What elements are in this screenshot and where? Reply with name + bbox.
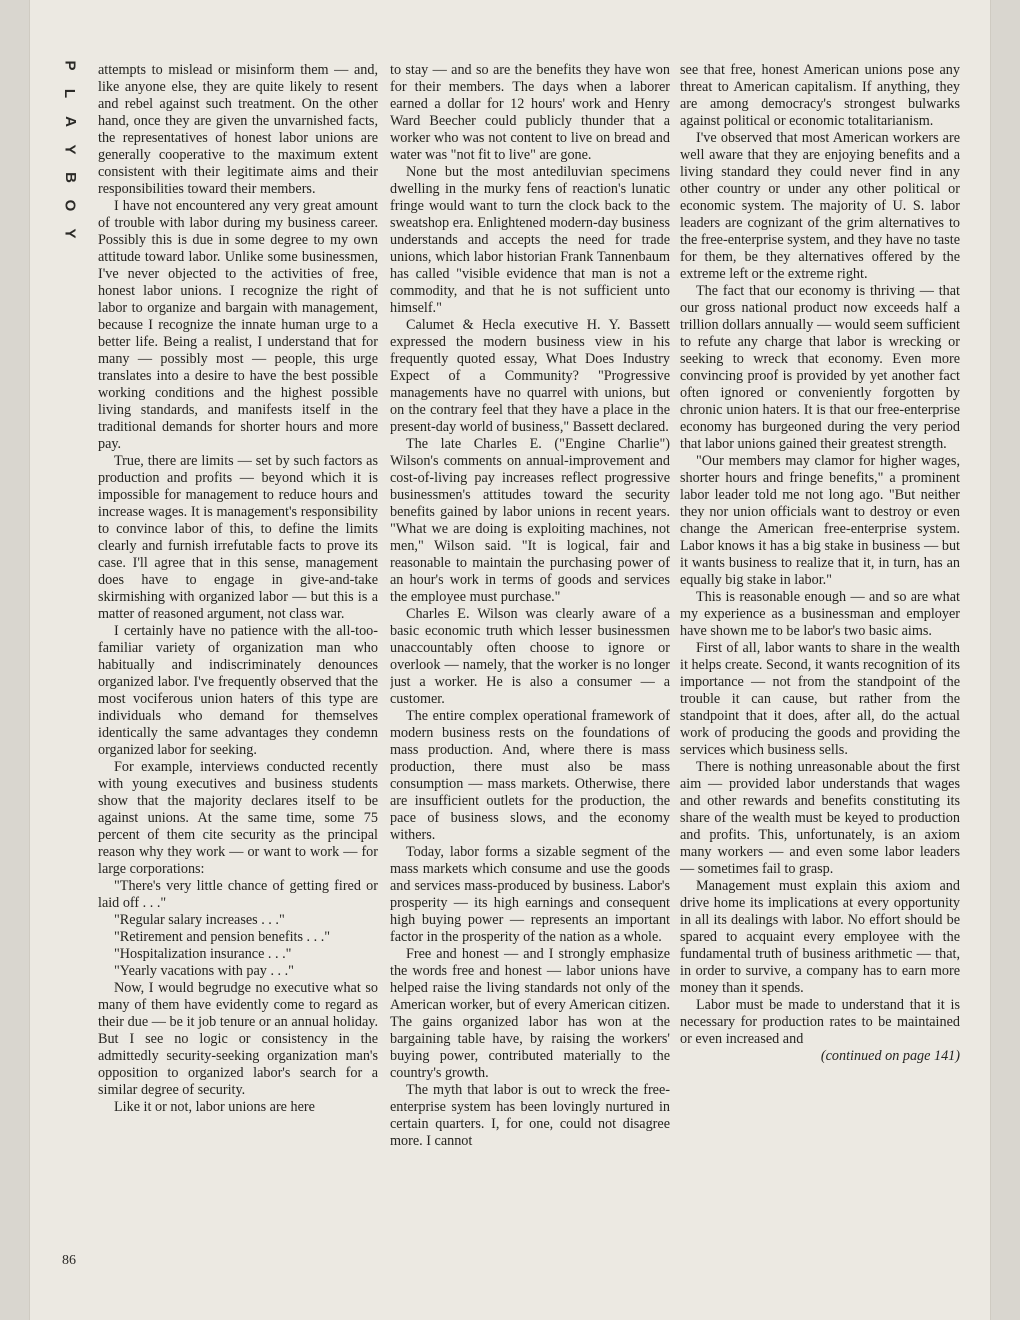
magazine-page xyxy=(30,0,990,1320)
masthead-letter: O xyxy=(61,199,79,212)
paragraph: "Our members may clamor for higher wages, shorter hours and fringe benefits," a prominent labor leader told me not long ago. "But neither they nor union officials want to destroy or even change the American free-enterprise system. Labor knows it has a big stake in business — but it wants business to realize that it, in turn, has an equally big stake in labor." xyxy=(680,453,960,588)
paragraph: None but the most antediluvian specimens dwelling in the murky fens of reaction's lunatic fringe would want to turn the clock back to the sweatshop era. Enlightened modern-day business understands and accepts the need for trade unions, which labor historian Frank Tannenbaum has called "visible evidence that man is not a commodity, and that he is not sufficient unto himself." xyxy=(390,164,670,316)
paragraph: Labor must be made to understand that it is necessary for production rates to be maintained or even increased and xyxy=(680,997,960,1047)
paragraph: There is nothing unreasonable about the first aim — provided labor understands that wages and other rewards and benefits constituting its share of the wealth must be keyed to production and profits. This, unfortunately, is an axiom many workers — and even some labor leaders — sometimes fail to grasp. xyxy=(680,759,960,877)
paragraph: The fact that our economy is thriving — that our gross national product now exceeds half a trillion dollars annually — would seem sufficient to refute any charge that labor is wrecking or seeking to wreck that economy. Even more convincing proof is provided by yet another fact often ignored or conveniently forgotten by chronic union haters. It is that our free-enterprise economy has burgeoned during the very period that labor unions gained their greatest strength. xyxy=(680,283,960,452)
paragraph: Today, labor forms a sizable segment of the mass markets which consume and use the goods and services mass-produced by business. Labor's prosperity — its high earnings and consequent high buying power — represents an important factor in the prosperity of the nation as a whole. xyxy=(390,844,670,945)
quote-line: "Regular salary increases . . ." xyxy=(114,912,285,928)
paragraph: This is reasonable enough — and so are what my experience as a businessman and employer have shown me to be labor's two basic aims. xyxy=(680,589,960,639)
masthead-letter: Y xyxy=(61,144,79,155)
quote-line: "Hospitalization insurance . . ." xyxy=(114,946,292,962)
paragraph: I have not encountered any very great amount of trouble with labor during my business career. Possibly this is due in some degree to my own attitude toward labor. Unlike some businessmen, I've never objected to the activities of free, honest labor unions. I recognize the right of labor to organize and bargain with management, because I recognize the innate human urge to a better life. Being a realist, I understand that for many — possibly most — people, this urge translates into a desire to have the best possible working conditions and the highest possible living standards, and manifests itself in the traditional demands for shorter hours and more pay. xyxy=(98,198,378,452)
paragraph: to stay — and so are the benefits they have won for their members. The days when a laborer earned a dollar for 12 hours' work and Henry Ward Beecher could publicly thunder that a worker who was not content to live on bread and water was "not fit to live" are gone. xyxy=(390,62,670,163)
paragraph: I've observed that most American workers are well aware that they are enjoying benefits and a living standard they could never find in any other country or under any other political or economic system. The majority of U. S. labor leaders are cognizant of the grim alternatives to the free-enterprise system, and they have no taste for them, be they alternatives offered by the extreme left or the extreme right. xyxy=(680,130,960,282)
page-number: 86 xyxy=(62,1253,76,1268)
paragraph: Now, I would begrudge no executive what so many of them have evidently come to regard as their due — be it job tenure or an annual holiday. But I see no logic or consistency in the admittedly security-seeking organization man's opposition to organized labor's search for a similar degree of security. xyxy=(98,980,378,1098)
masthead-letter: P xyxy=(61,60,79,71)
paragraph: attempts to mislead or misinform them — and, like anyone else, they are quite likely to resent and rebel against such treatment. On the other hand, once they are given the unvarnished facts, the representatives of honest labor unions are generally cooperative to the maximum extent consistent with their legitimate aims and their responsibilities toward their members. xyxy=(98,62,378,197)
masthead-letter: L xyxy=(61,88,79,99)
article-column-2 xyxy=(390,62,670,1277)
paragraph: The entire complex operational framework of modern business rests on the foundations of mass production. And, where there is mass production, there must also be mass consumption — mass markets. Otherwise, there are insufficient outlets for the production, the pace of business slows, and the economy withers. xyxy=(390,708,670,843)
quote-line: "There's very little chance of getting fired or laid off . . ." xyxy=(98,878,378,911)
paragraph: First of all, labor wants to share in the wealth it helps create. Second, it wants recognition of its importance — not from the standpoint of the trouble it can cause, but rather from the standpoint that it does, after all, do the actual work of producing the goods and providing the services which business sells. xyxy=(680,640,960,758)
article-column-3 xyxy=(680,62,960,1277)
playboy-masthead xyxy=(58,58,82,241)
masthead-letter: A xyxy=(61,116,79,127)
paragraph: For example, interviews conducted recently with young executives and business students show that the majority declares itself to be against unions. At the same time, some 75 percent of them cite security as the principal reason why they work — or want to work — for large corporations: xyxy=(98,759,378,877)
paragraph: Like it or not, labor unions are here xyxy=(114,1099,315,1115)
masthead-letter: B xyxy=(61,172,79,183)
paragraph: see that free, honest American unions pose any threat to American capitalism. If anything, they are among democracy's strongest bulwarks against political or economic totalitarianism. xyxy=(680,62,960,129)
quote-line: "Retirement and pension benefits . . ." xyxy=(114,929,331,945)
masthead-letter: Y xyxy=(61,228,79,239)
paragraph: True, there are limits — set by such factors as production and profits — beyond which it is impossible for management to reduce hours and increase wages. It is management's responsibility to convince labor of this, to define the limits clearly and furnish irrefutable facts to prove its case. I'll agree that in this sense, management does have to engage in give-and-take skirmishing with organized labor — but this is a matter of reasoned argument, not class war. xyxy=(98,453,378,622)
paragraph: Management must explain this axiom and drive home its implications at every opportunity in all its dealings with labor. No effort should be spared to acquaint every employee with the fundamental truth of business arithmetic — that, in order to survive, a company has to earn more money than it spends. xyxy=(680,878,960,996)
paragraph: The late Charles E. ("Engine Charlie") Wilson's comments on annual-improvement and cost-of-living pay increases reflect progressive businessmen's attitudes toward the security benefits gained by labor unions in recent years. "What we are doing is exploiting machines, not men," Wilson said. "It is logical, fair and reasonable to maintain the purchasing power of an hour's work in terms of goods and services the employee must purchase." xyxy=(390,436,670,605)
quote-line: "Yearly vacations with pay . . ." xyxy=(114,963,294,979)
paragraph: The myth that labor is out to wreck the free-enterprise system has been lovingly nurtured in certain quarters. I, for one, could not disagree more. I cannot xyxy=(390,1082,670,1149)
paragraph: Free and honest — and I strongly emphasize the words free and honest — labor unions have helped raise the living standards not only of the American worker, but of every American citizen. The gains organized labor has won at the bargaining table have, by raising the workers' buying power, contributed materially to the country's growth. xyxy=(390,946,670,1081)
paragraph: I certainly have no patience with the all-too-familiar variety of organization man who habitually and indiscriminately denounces organized labor. I've frequently observed that the most vociferous union haters of this type are individuals who demand for themselves identically the same advantages they condemn organized labor for seeking. xyxy=(98,623,378,758)
paragraph: Charles E. Wilson was clearly aware of a basic economic truth which lesser businessmen unaccountably often choose to ignore or overlook — namely, that the worker is no longer just a worker. He is also a consumer — a customer. xyxy=(390,606,670,707)
article-column-1 xyxy=(98,62,378,1277)
paragraph: Calumet & Hecla executive H. Y. Bassett expressed the modern business view in his frequently quoted essay, What Does Industry Expect of a Community? "Progressive managements have no quarrel with unions, but on the contrary feel that they have a place in the present-day world of business," Bassett declared. xyxy=(390,317,670,435)
continued-on-note: (continued on page 141) xyxy=(820,1048,960,1064)
